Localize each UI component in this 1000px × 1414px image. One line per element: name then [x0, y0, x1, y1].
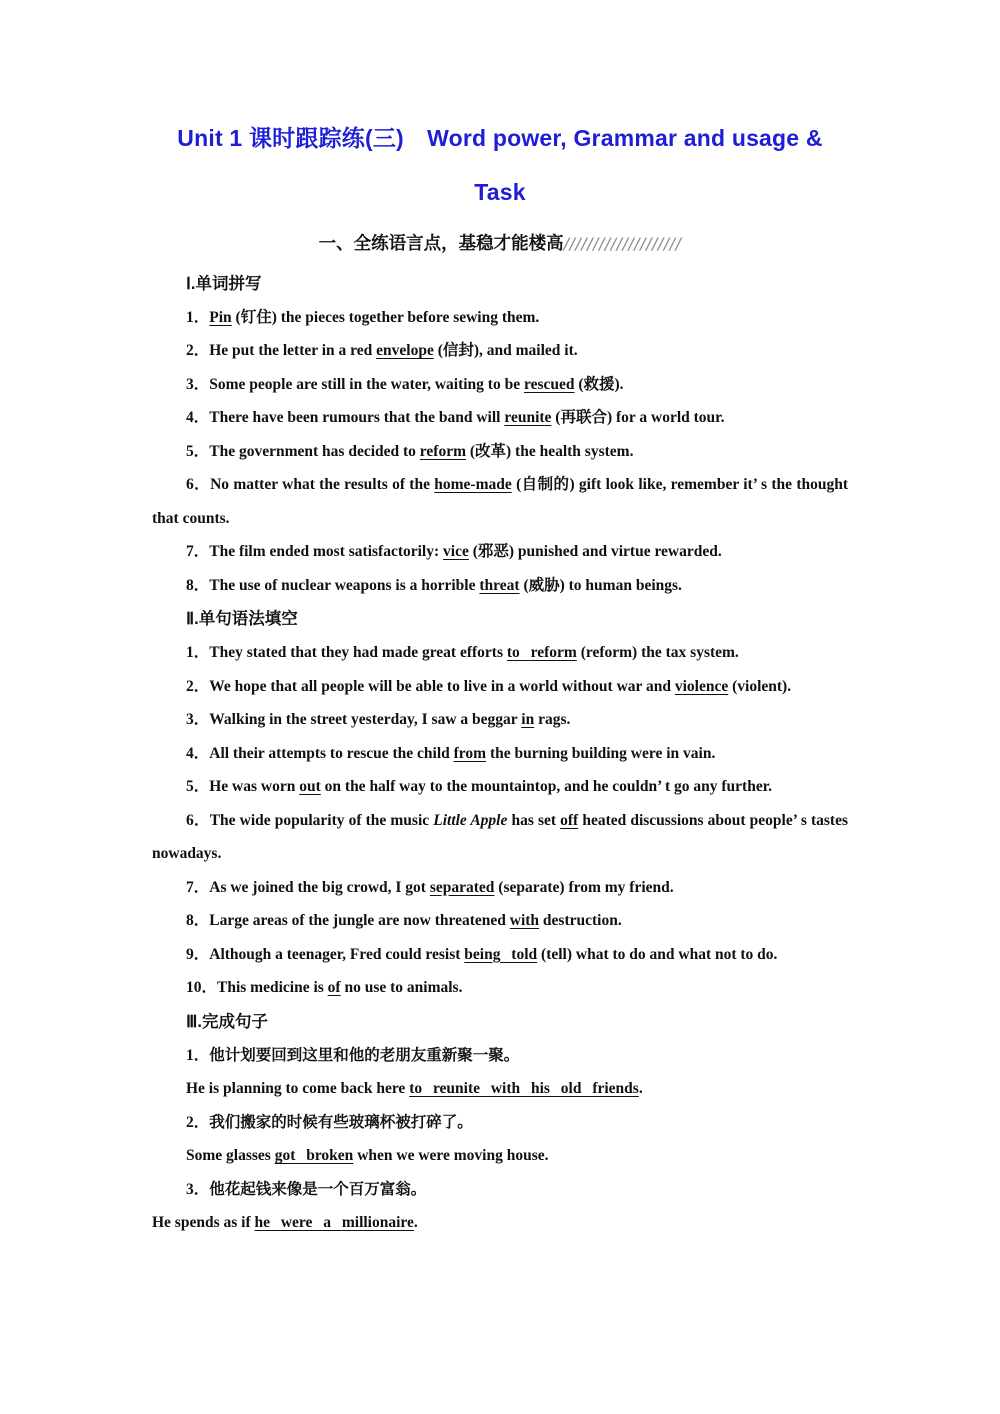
list-item [152, 1139, 848, 1173]
text-run: (救援). [574, 375, 624, 393]
underlined-answer: separated [429, 878, 495, 896]
list-item [152, 770, 848, 804]
text-run: 1．他计划要回到这里和他的老朋友重新聚一聚。 [186, 1046, 520, 1064]
list-item [152, 1173, 848, 1207]
list-item [152, 636, 848, 670]
text-run: 4．There have been rumours that the band will [186, 409, 505, 427]
underlined-answer: home-made [434, 476, 512, 494]
text-run: 5．The government has decided to [186, 442, 420, 460]
text-run: . [413, 1214, 418, 1232]
underlined-answer: in [521, 711, 535, 729]
text-run: 5．He was worn [186, 778, 300, 796]
list-item [152, 804, 848, 871]
list-item [152, 301, 848, 335]
underlined-answer: out [299, 778, 321, 796]
text-run: (邪恶) punished and virtue rewarded. [468, 543, 722, 561]
text-run: (violent). [728, 677, 792, 695]
text-run: (自制的) gift look like, remember it’ s the thought that counts. [152, 476, 849, 527]
underlined-answer: with [509, 912, 540, 930]
list-item [152, 535, 848, 569]
list-item [152, 971, 848, 1005]
underlined-answer: got broken [274, 1147, 354, 1165]
text-run: 10．This medicine is [186, 979, 328, 997]
list-item [152, 703, 848, 737]
underlined-answer: off [560, 811, 579, 829]
list-item [152, 938, 848, 972]
underlined-answer: being told [464, 945, 538, 963]
text-run: (威胁) to human beings. [519, 576, 682, 594]
underlined-answer: violence [674, 677, 729, 695]
text-run: 7．The film ended most satisfactorily: [186, 543, 444, 561]
text-run: 2．We hope that all people will be able to live in a world without war and [186, 677, 675, 695]
document-body [152, 267, 848, 1240]
text-run: (reform) the tax system. [576, 644, 739, 662]
text-run: 3．他花起钱来像是一个百万富翁。 [186, 1180, 427, 1198]
section-heading: Ⅲ.完成句子 [186, 1012, 268, 1031]
text-run: 6．No matter what the results of the [186, 476, 435, 494]
list-item [152, 871, 848, 905]
list-item [152, 1072, 848, 1106]
underlined-answer: of [327, 979, 341, 997]
text-run: 9．Although a teenager, Fred could resist [186, 945, 465, 963]
list-item [152, 334, 848, 368]
text-run: no use to animals. [340, 979, 463, 997]
text-run: Some glasses [186, 1147, 275, 1165]
text-run: (tell) what to do and what not to do. [537, 945, 778, 963]
document-title-line1: Unit 1 课时跟踪练(三) Word power, Grammar and usage & [177, 125, 823, 151]
text-run: the burning building were in vain. [486, 744, 716, 762]
text-run: on the half way to the mountaintop, and he couldn’ t go any further. [320, 778, 773, 796]
text-run: destruction. [539, 912, 622, 930]
list-item [152, 1206, 848, 1240]
text-run: He is planning to come back here [186, 1080, 410, 1098]
text-run: (钉住) the pieces together before sewing them. [231, 308, 540, 326]
list-item [152, 1039, 848, 1073]
underlined-answer: from [453, 744, 487, 762]
list-item [152, 401, 848, 435]
text-run: 1．They stated that they had made great efforts [186, 644, 507, 662]
text-run: 7．As we joined the big crowd, I got [186, 878, 430, 896]
text-run: . [638, 1080, 643, 1098]
text-run: (改革) the health system. [465, 442, 634, 460]
underlined-answer: threat [479, 576, 520, 594]
list-item [152, 569, 848, 603]
text-run: 6．The wide popularity of the music [186, 811, 434, 829]
italic-text: Little Apple [433, 811, 508, 829]
list-item [152, 1106, 848, 1140]
underlined-answer: rescued [523, 375, 575, 393]
text-run: 2．He put the letter in a red [186, 342, 377, 360]
text-run: heated discussions about people’ s tastes nowadays. [152, 811, 848, 863]
text-run: 2．我们搬家的时候有些玻璃杯被打碎了。 [186, 1113, 473, 1131]
text-run: 8．Large areas of the jungle are now threatened [186, 912, 510, 930]
list-item [152, 435, 848, 469]
text-run: when we were moving house. [353, 1147, 549, 1165]
section-heading: Ⅰ.单词拼写 [186, 274, 262, 293]
list-item [152, 904, 848, 938]
text-run: 1． [186, 308, 210, 326]
text-run: has set [507, 811, 561, 829]
underlined-answer: vice [443, 543, 469, 561]
text-run: 4．All their attempts to rescue the child [186, 744, 454, 762]
section-heading: Ⅱ.单句语法填空 [186, 610, 298, 629]
text-run: He spends as if [152, 1214, 255, 1232]
section-banner-text: 一、全练语言点，基稳才能楼高 [318, 232, 564, 253]
text-run: 8．The use of nuclear weapons is a horrible [186, 576, 480, 594]
list-item [152, 368, 848, 402]
underlined-answer: reunite [504, 409, 552, 427]
underlined-answer: to reform [506, 644, 577, 662]
underlined-answer: envelope [376, 342, 434, 360]
underlined-answer: reform [419, 442, 466, 460]
section-banner [152, 230, 848, 255]
text-run: 3．Some people are still in the water, waiting to be [186, 375, 524, 393]
underlined-answer: to reunite with his old friends [409, 1080, 639, 1098]
underlined-answer: Pin [209, 308, 232, 326]
list-item [152, 670, 848, 704]
text-run: (再联合) for a world tour. [551, 409, 725, 427]
text-run: (separate) from my friend. [494, 878, 674, 896]
text-run: (信封), and mailed it. [433, 342, 578, 360]
decorative-slashes: //////////////////// [563, 233, 682, 253]
document-title [152, 126, 848, 206]
text-run: 3．Walking in the street yesterday, I saw a beggar [186, 711, 522, 729]
underlined-answer: he were a millionaire [254, 1214, 414, 1232]
list-item [152, 468, 848, 535]
document-title-line2: Task [474, 179, 526, 206]
list-item [152, 737, 848, 771]
text-run: rags. [534, 711, 571, 729]
